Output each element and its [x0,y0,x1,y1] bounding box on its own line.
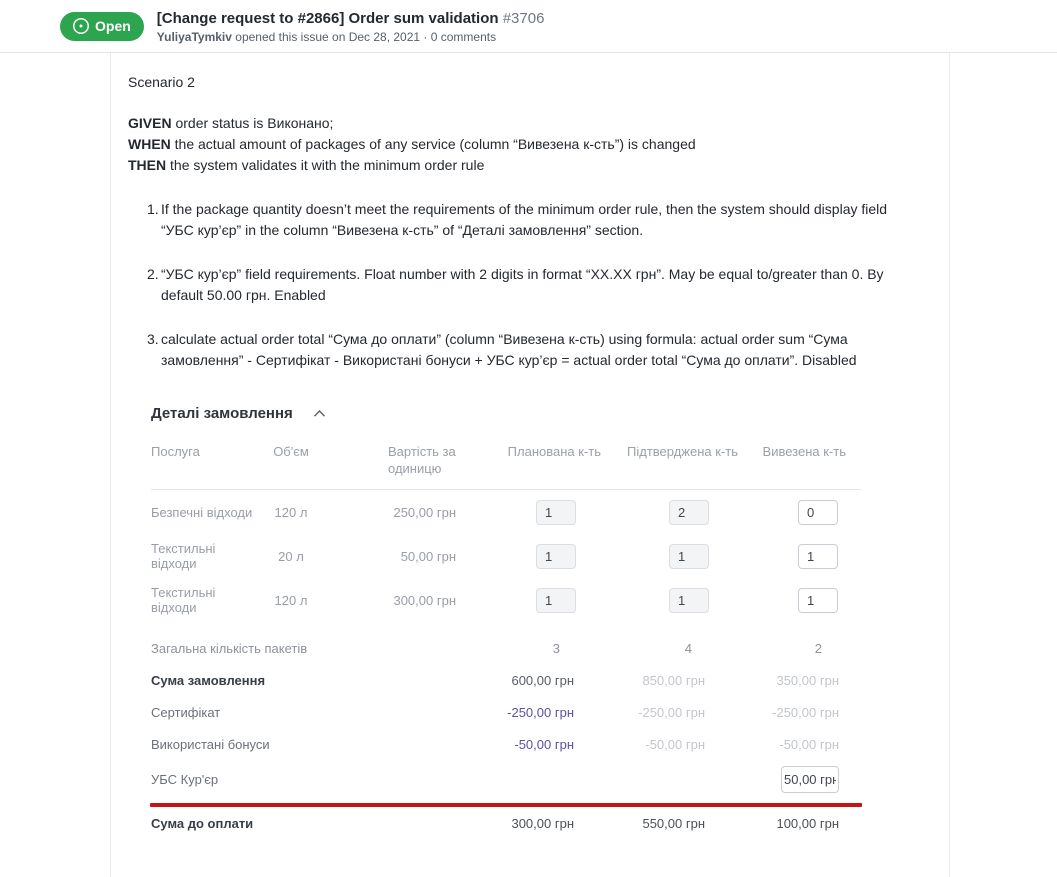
confirmed-qty-cell [601,544,741,569]
confirmed-qty-input [669,588,709,613]
service-row [151,534,861,578]
column-header-confirmed-qty: Підтверджена к-ть [627,444,738,459]
column-header-planned-qty: Планована к-ть [507,444,601,459]
service-unit-price: 50,00 грн [400,548,456,564]
total-label: Сума до оплати [151,815,254,831]
planned-qty-cell [456,588,601,613]
planned-qty-cell [456,544,601,569]
service-unit-price: 250,00 грн [393,504,456,520]
total-label: Використані бонуси [151,736,270,752]
removed-qty-input[interactable] [798,544,838,569]
order-details-section [151,405,861,837]
courier-fee-cell [741,766,861,793]
total-row-courier [151,760,861,798]
issue-number: #3706 [502,9,545,27]
planned-qty-cell [456,500,601,525]
total-label: Загальна кількість пакетів [151,640,308,656]
order-sum-removed: 350,00 грн [776,672,839,688]
given-text: order status is Виконано; [171,115,334,131]
confirmed-qty-input [669,544,709,569]
then-text: the system validates it with the minimum order rule [166,157,485,173]
service-name: Текстильні відходи [151,541,216,571]
bonuses-confirmed: -50,00 грн [645,736,705,752]
collapse-section-button[interactable] [311,407,328,420]
table-header-row [151,443,861,490]
list-item [128,199,929,241]
total-row-certificate [151,696,861,728]
removed-qty-cell [741,544,861,569]
list-item [128,264,929,306]
chevron-up-icon [313,406,326,421]
service-row [151,578,861,622]
confirmed-qty-cell [601,500,741,525]
total-label: УБС Кур'єр [151,771,219,787]
certificate-confirmed: -250,00 грн [638,704,705,720]
certificate-removed: -250,00 грн [772,704,839,720]
author-link[interactable]: YuliyaTymkiv [156,29,232,44]
column-header-unit-price: Вартість за одиницю [388,444,456,476]
list-item-number: 1. [147,201,159,217]
certificate-planned: -250,00 грн [507,704,574,720]
status-badge [60,12,144,41]
issue-meta [157,30,545,44]
requirements-list [128,199,929,371]
order-sum-planned: 600,00 грн [511,672,574,688]
issue-opened-icon [73,18,89,34]
total-row-packages [151,632,861,664]
list-item-text: If the package quantity doesn’t meet the requirements of the minimum order rule, then the system should display field “УБС кур’єр” in the column “Вивезена к-сть” of “Деталі замовлення” section. [161,201,888,238]
total-label: Сертифікат [151,704,221,720]
list-item [128,329,929,371]
packages-confirmed-count: 4 [684,640,692,656]
removed-qty-input[interactable] [798,500,838,525]
packages-planned-count: 3 [552,640,560,656]
service-name: Безпечні відходи [151,504,253,520]
order-details-title: Деталі замовлення [151,405,293,422]
issue-title: [Change request to #2866] Order sum validation #3706 [156,9,545,27]
removed-qty-cell [741,500,861,525]
issue-comment-body [110,53,950,877]
confirmed-qty-cell [601,588,741,613]
planned-qty-input [536,588,576,613]
given-when-then [128,113,929,176]
when-text: the actual amount of packages of any service (column “Вивезена к-сть”) is changed [170,136,696,152]
service-volume: 120 л [274,592,308,608]
list-item-text: calculate actual order total “Сума до оплати” (column “Вивезена к-сть) using formula: actual order sum “Сума замовлення” - Сертифікат - Використані бонуси + УБС кур’єр = actual order total “Сума до оплати”. Disabled [161,331,857,368]
total-row-bonuses [151,728,861,760]
removed-qty-input[interactable] [798,588,838,613]
order-details-table [151,443,861,837]
confirmed-qty-input [669,500,709,525]
total-row-payable [151,807,861,837]
planned-qty-input [536,500,576,525]
removed-qty-cell [741,588,861,613]
total-label: Сума замовлення [151,672,266,688]
when-keyword: WHEN [128,136,171,152]
list-item-number: 3. [147,331,159,347]
order-sum-confirmed: 850,00 грн [642,672,705,688]
planned-qty-input [536,544,576,569]
scenario-title: Scenario 2 [128,74,195,90]
issue-meta-text: opened this issue on Dec 28, 2021 · 0 comments [235,29,497,44]
status-badge-label: Open [95,18,131,34]
column-header-removed-qty: Вивезена к-ть [762,444,846,459]
service-unit-price: 300,00 грн [393,592,456,608]
service-volume: 20 л [278,548,304,564]
total-row-order-sum [151,664,861,696]
courier-fee-input[interactable] [781,766,839,793]
then-keyword: THEN [128,157,167,173]
payable-confirmed: 550,00 грн [642,815,705,831]
packages-removed-count: 2 [814,640,822,656]
column-header-volume: Об'єм [273,444,309,459]
issue-header [0,0,1057,53]
list-item-text: “УБС кур’єр” field requirements. Float number with 2 digits in format “XX.XX грн”. May be equal to/greater than 0. By default 50.00 грн. Enabled [161,266,884,303]
bonuses-planned: -50,00 грн [514,736,574,752]
bonuses-removed: -50,00 грн [779,736,839,752]
list-item-number: 2. [147,266,159,282]
service-row [151,490,861,534]
column-header-service: Послуга [151,444,200,459]
service-volume: 120 л [274,504,308,520]
given-keyword: GIVEN [128,115,172,131]
service-name: Текстильні відходи [151,585,216,615]
payable-planned: 300,00 грн [511,815,574,831]
payable-removed: 100,00 грн [776,815,839,831]
